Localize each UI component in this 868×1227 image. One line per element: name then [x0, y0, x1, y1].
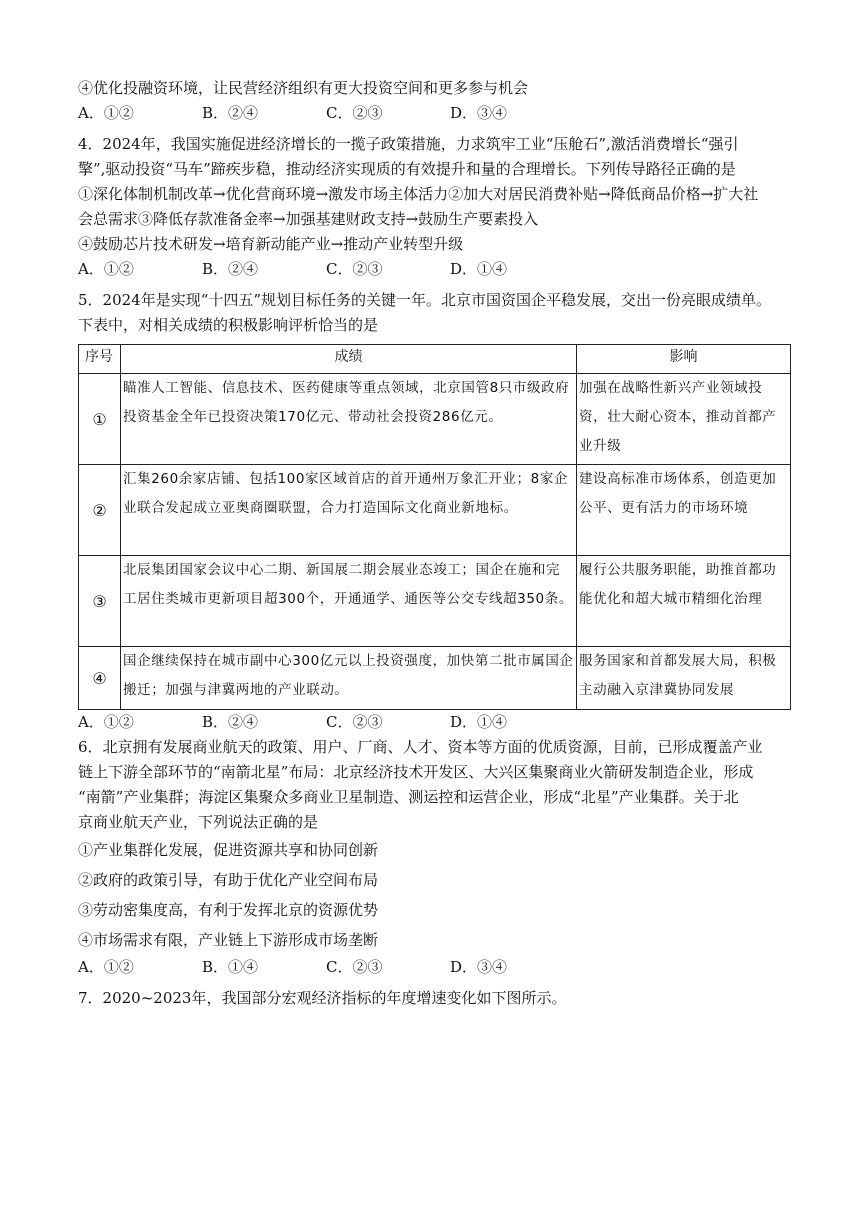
header-achievement: 成绩 — [121, 345, 577, 374]
row-achievement: 瞄准人工智能、信息技术、医药健康等重点领域，北京国管8只市级政府投资基金全年已投资决策170亿元、带动社会投资286亿元。 — [121, 374, 577, 465]
q6-option-c[interactable]: C．②③ — [326, 958, 383, 976]
q6-item-4: ④市场需求有限，产业链上下游形成市场垄断 — [78, 931, 379, 949]
table-row — [79, 465, 791, 556]
q6-option-d[interactable]: D．③④ — [450, 958, 508, 976]
q5-stem-line-2: 下表中，对相关成绩的积极影响评析恰当的是 — [78, 316, 379, 334]
row-achievement: 国企继续保持在城市副中心300亿元以上投资强度，加快第二批市属国企搬迁；加强与津冀两地的产业联动。 — [121, 647, 577, 710]
q6-option-a[interactable]: A．①② — [78, 958, 134, 976]
table-row — [79, 556, 791, 647]
q4-stem-line-5: ④鼓励芯片技术研发→培育新动能产业→推动产业转型升级 — [78, 235, 464, 253]
q4-options — [78, 257, 794, 282]
row-number: ③ — [79, 556, 121, 647]
q5-option-a[interactable]: A．①② — [78, 713, 134, 731]
table-row — [79, 374, 791, 465]
q6-options — [78, 955, 794, 980]
row-achievement: 北辰集团国家会议中心二期、新国展二期会展业态竣工；国企在施和完工居住类城市更新项目超300个，开通通学、通医等公交专线超350条。 — [121, 556, 577, 647]
q4-option-c[interactable]: C．②③ — [326, 260, 383, 278]
q6-stem-line-3: “南箭”产业集群；海淀区集聚众多商业卫星制造、测运控和运营企业，形成“北星”产业集群。关于北 — [78, 788, 739, 806]
row-impact: 加强在战略性新兴产业领域投资，壮大耐心资本，推动首都产业升级 — [577, 374, 791, 465]
q6-stem-line-4: 京商业航天产业，下列说法正确的是 — [78, 813, 319, 831]
row-number: ④ — [79, 647, 121, 710]
row-impact: 服务国家和首都发展大局，积极主动融入京津冀协同发展 — [577, 647, 791, 710]
row-number: ② — [79, 465, 121, 556]
q3-options — [78, 101, 794, 126]
header-impact: 影响 — [577, 345, 791, 374]
q6-item-1: ①产业集群化发展，促进资源共享和协同创新 — [78, 841, 379, 859]
q6-stem-line-2: 链上下游全部环节的“南箭北星”布局：北京经济技术开发区、大兴区集聚商业火箭研发制造企业，形成 — [78, 763, 754, 781]
q4-option-b[interactable]: B．②④ — [202, 260, 259, 278]
q3-option-b[interactable]: B．②④ — [202, 104, 259, 122]
q4-stem-line-1: 4．2024年，我国实施促进经济增长的一揽子政策措施，力求筑牢工业“压舱石”,激活消费增长“强引 — [78, 135, 739, 153]
q6-item-3: ③劳动密集度高，有利于发挥北京的资源优势 — [78, 901, 379, 919]
table-row — [79, 647, 791, 710]
row-achievement: 汇集260余家店铺、包括100家区域首店的首开通州万象汇开业；8家企业联合发起成立亚奥商圈联盟，合力打造国际文化商业新地标。 — [121, 465, 577, 556]
q4-stem-line-4: 会总需求③降低存款准备金率→加强基建财政支持→鼓励生产要素投入 — [78, 210, 539, 228]
q6-option-b[interactable]: B．①④ — [202, 958, 259, 976]
row-impact: 建设高标准市场体系，创造更加公平、更有活力的市场环境 — [577, 465, 791, 556]
q4-option-d[interactable]: D．①④ — [450, 260, 508, 278]
q3-item-4: ④优化投融资环境，让民营经济组织有更大投资空间和更多参与机会 — [78, 79, 529, 97]
q4-stem-line-3: ①深化体制机制改革→优化营商环境→激发市场主体活力②加大对居民消费补贴→降低商品价格→扩大社 — [78, 185, 759, 203]
q3-option-a[interactable]: A．①② — [78, 104, 134, 122]
q5-table — [78, 344, 791, 710]
header-no: 序号 — [79, 345, 121, 374]
q5-option-c[interactable]: C．②③ — [326, 713, 383, 731]
q3-option-c[interactable]: C．②③ — [326, 104, 383, 122]
q5-option-d[interactable]: D．①④ — [450, 713, 508, 731]
q6-stem-line-1: 6．北京拥有发展商业航天的政策、用户、厂商、人才、资本等方面的优质资源，目前，已形成覆盖产业 — [78, 738, 763, 756]
q5-options — [78, 710, 794, 735]
q3-option-d[interactable]: D．③④ — [450, 104, 508, 122]
row-impact: 履行公共服务职能，助推首都功能优化和超大城市精细化治理 — [577, 556, 791, 647]
q5-option-b[interactable]: B．②④ — [202, 713, 259, 731]
q6-item-2: ②政府的政策引导，有助于优化产业空间布局 — [78, 871, 379, 889]
exam-page — [78, 76, 794, 1011]
q5-stem-line-1: 5．2024年是实现“十四五”规划目标任务的关键一年。北京市国资国企平稳发展，交出一份亮眼成绩单。 — [78, 291, 772, 309]
table-header-row — [79, 345, 791, 374]
q4-option-a[interactable]: A．①② — [78, 260, 134, 278]
q7-stem: 7．2020~2023年，我国部分宏观经济指标的年度增速变化如下图所示。 — [78, 989, 567, 1007]
row-number: ① — [79, 374, 121, 465]
q4-stem-line-2: 擎”,驱动投资“马车”蹄疾步稳，推动经济实现质的有效提升和量的合理增长。下列传导路径正确的是 — [78, 160, 736, 178]
